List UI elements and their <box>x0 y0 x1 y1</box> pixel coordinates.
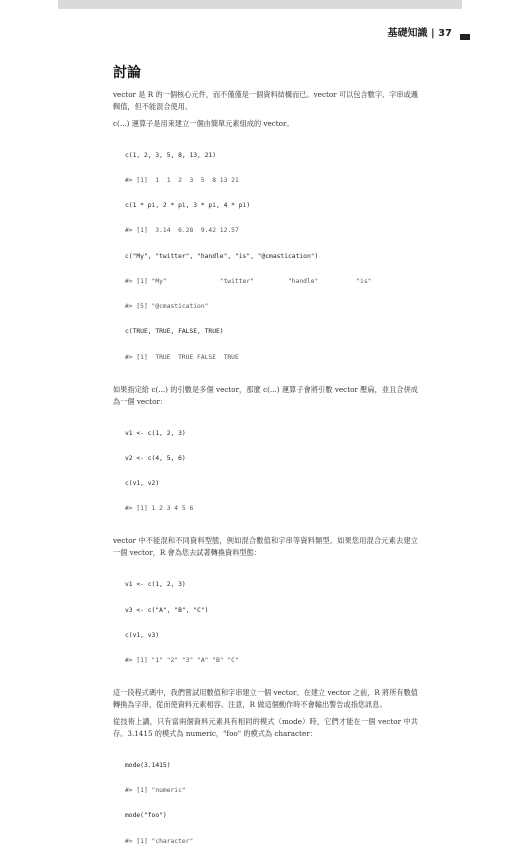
code-block-1 <box>125 135 418 379</box>
code-block-3 <box>125 564 418 682</box>
code-output: #> [1] "numeric" <box>125 787 186 795</box>
code-output: #> [1] 1 2 3 4 5 6 <box>125 505 194 513</box>
paragraph-mixed-types: vector 中不能混和不同資料型態，例如混合數值和字串等資料類型。如果您用混合元素去建立一個 vector，R 會為您去試著轉換資料型態： <box>113 536 418 558</box>
code-line: v2 <- c(4, 5, 6) <box>125 454 186 462</box>
paragraph-c-operator: c(...) 運算子是用來建立一個由簡單元素組成的 vector。 <box>113 119 294 128</box>
code-block-2 <box>125 413 418 531</box>
code-line: mode("foo") <box>125 812 167 820</box>
page-content <box>113 62 418 868</box>
code-output: #> [1] 3.14 6.28 9.42 12.57 <box>125 227 239 235</box>
page-header-title: 基礎知識 | 37 <box>387 28 452 39</box>
paragraph-flatten: 如果指定給 c(...) 的引數是多個 vector，那麼 c(...) 運算子會將引數 vector 壓扁，並且合併成為一個 vector： <box>113 384 418 406</box>
code-output: #> [1] "My" "twitter" "handle" "is" <box>125 277 372 285</box>
top-gray-bar <box>58 0 462 9</box>
code-line: v3 <- c("A", "B", "C") <box>125 606 209 614</box>
code-line: c(1, 2, 3, 5, 8, 13, 21) <box>125 151 216 159</box>
code-output: #> [1] "character" <box>125 837 194 845</box>
code-line: c(1 * pi, 2 * pi, 3 * pi, 4 * pi) <box>125 202 251 210</box>
paragraph-mode: 從技術上講，只有當兩個資料元素具有相同的模式（mode）時，它們才能在一個 vector 中共存。3.1415 的模式為 numeric，"foo" 的模式為 character： <box>113 717 418 739</box>
paragraph-intro: vector 是 R 的一個核心元件，而不僅僅是一個資料結構而已。vector 可以包含數字、字串或邏輯值，但不能混合使用。 <box>113 90 418 111</box>
code-line: c(TRUE, TRUE, FALSE, TRUE) <box>125 328 224 336</box>
code-output: #> [1] 1 1 2 3 5 8 13 21 <box>125 177 239 185</box>
running-header <box>58 28 462 40</box>
code-block-4 <box>125 745 418 863</box>
code-line: c(v1, v2) <box>125 480 160 488</box>
code-output: #> [1] "1" "2" "3" "A" "B" "C" <box>125 656 239 664</box>
code-line: v1 <- c(1, 2, 3) <box>125 581 186 589</box>
code-line: mode(3.1415) <box>125 761 171 769</box>
code-output: #> [5] "@cmastication" <box>125 303 209 311</box>
code-line: c("My", "twitter", "handle", "is", "@cmastication") <box>125 252 319 260</box>
section-title: 討論 <box>113 65 141 81</box>
code-output: #> [1] TRUE TRUE FALSE TRUE <box>125 353 239 361</box>
code-line: c(v1, v3) <box>125 631 160 639</box>
code-line: v1 <- c(1, 2, 3) <box>125 429 186 437</box>
header-marker <box>460 34 470 40</box>
paragraph-conversion: 這一段程式碼中，我們嘗試用數值和字串建立一個 vector。在建立 vector 之前，R 將所有數值轉換為字串，從而使資料元素相容。注意，R 做這個動作時不會輸出警告或指您訊息。 <box>113 688 418 710</box>
